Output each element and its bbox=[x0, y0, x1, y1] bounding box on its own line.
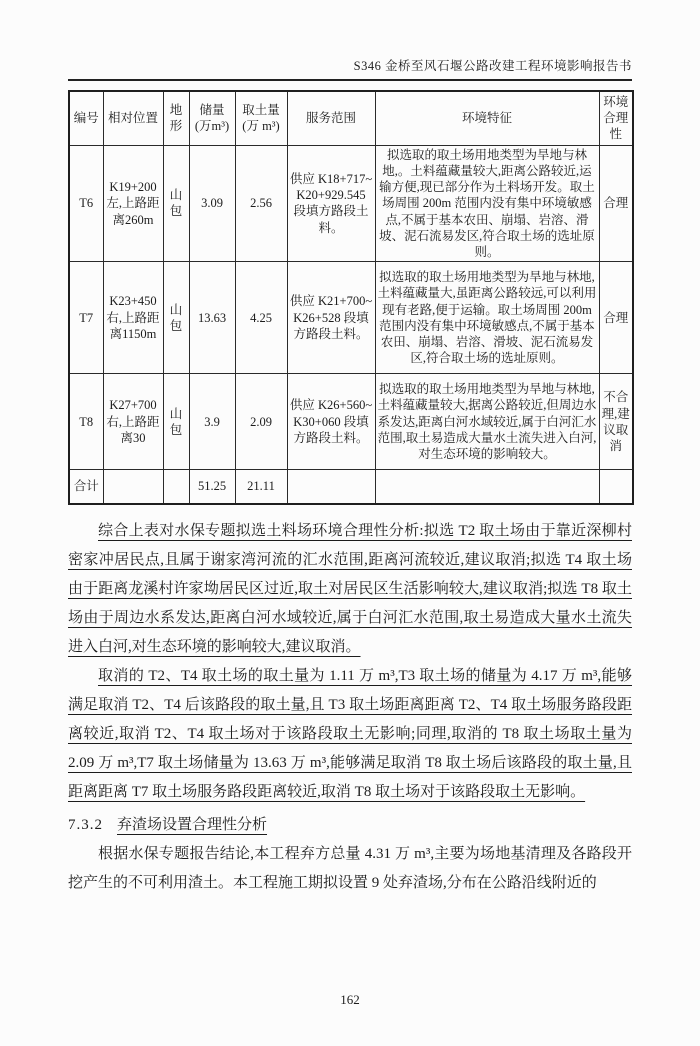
analysis-paragraph-2-text: 取消的 T2、T4 取土场的取土量为 1.11 万 m³,T3 取土场的储量为 4.17 万 m³,能够满足取消 T2、T4 后该路段的取土量,且 T3 取土场距离距离 T2、T4 取土场服务路段距离较近,取消 T2、T4 取土场对于该路段取土无影响;同理,取消的 T8 取土场取土量为 2.09 万 m³,T7 取土场储量为 13.63 万 m³,能够满足取消 T8 取土场后该路段的取土量,且距离距离 T7 取土场服务路段距离较近,取消 T8 取土场对于该路段取土无影响。 bbox=[68, 667, 632, 800]
soil-borrow-table bbox=[68, 90, 634, 505]
cell-terrain: 山包 bbox=[163, 145, 189, 262]
page-content bbox=[68, 56, 632, 898]
cell-id: T6 bbox=[69, 145, 103, 262]
analysis-paragraph-1-text: 综合上表对水保专题拟选土料场环境合理性分析:拟选 T2 取土场由于靠近深柳村密家冲居民点,且属于谢家湾河流的汇水范围,距离河流较近,建议取消;拟选 T4 取土场由于距离龙溪村许家坳居民区过近,取土对居民区生活影响较大,建议取消;拟选 T8 取土场由于周边水系发达,距离白河水域较近,属于白河汇水范围,取土易造成大量水土流失进入白河,对生态环境的影响较大,建议取消。 bbox=[68, 522, 632, 655]
table-row-t8 bbox=[69, 374, 633, 470]
cell-id: T8 bbox=[69, 374, 103, 470]
cell-empty bbox=[287, 470, 375, 504]
spoil-ground-paragraph bbox=[68, 840, 632, 898]
cell-reserve: 3.9 bbox=[189, 374, 235, 470]
section-heading-7-3-2 bbox=[68, 811, 632, 840]
page-number-text: 162 bbox=[340, 992, 360, 1007]
cell-empty bbox=[375, 470, 599, 504]
body-text bbox=[68, 517, 632, 898]
cell-position: K23+450 右,上路距离1150m bbox=[103, 262, 163, 374]
analysis-paragraph-2 bbox=[68, 662, 632, 807]
cell-environment: 拟选取的取土场用地类型为旱地与林地,土料蕴藏量较大,据离公路较近,但周边水系发达,距离白河水域较近,属于白河汇水范围,取土易造成大量水土流失进入白河,对生态环境的影响较大。 bbox=[375, 374, 599, 470]
cell-environment: 拟选取的取土场用地类型为旱地与林地,。土料蕴藏量较大,距离公路较近,运输方便,现已部分作为土料场开发。取土场周围 200m 范围内没有集中环境敏感点,不属于基本农田、崩塌、岩溶、滑坡、泥石流易发区,符合取土场的选址原则。 bbox=[375, 145, 599, 262]
cell-reserve: 3.09 bbox=[189, 145, 235, 262]
col-header-position: 相对位置 bbox=[103, 91, 163, 145]
cell-terrain: 山包 bbox=[163, 262, 189, 374]
cell-rationality: 合理 bbox=[599, 262, 633, 374]
cell-position: K27+700 右,上路距离30 bbox=[103, 374, 163, 470]
cell-total-reserve: 51.25 bbox=[189, 470, 235, 504]
cell-total-extraction: 21.11 bbox=[235, 470, 287, 504]
col-header-reserve: 储量(万m³) bbox=[189, 91, 235, 145]
cell-empty bbox=[163, 470, 189, 504]
cell-service: 供应 K18+717~ K20+929.545 段填方路段土料。 bbox=[287, 145, 375, 262]
cell-empty bbox=[599, 470, 633, 504]
col-header-rationality: 环境合理性 bbox=[599, 91, 633, 145]
cell-rationality: 不合理,建议取消 bbox=[599, 374, 633, 470]
table-row-t6 bbox=[69, 145, 633, 262]
cell-service: 供应 K21+700~ K26+528 段填方路段土料。 bbox=[287, 262, 375, 374]
col-header-service: 服务范围 bbox=[287, 91, 375, 145]
section-number: 7.3.2 bbox=[68, 816, 103, 833]
cell-environment: 拟选取的取土场用地类型为旱地与林地,土料蕴藏量大,虽距离公路较远,可以利用现有老路,便于运输。取土场周围 200m 范围内没有集中环境敏感点,不属于基本农田、崩塌、岩溶、滑坡、泥石流易发区,符合取土场的选址原则。 bbox=[375, 262, 599, 374]
col-header-terrain: 地形 bbox=[163, 91, 189, 145]
section-title: 弃渣场设置合理性分析 bbox=[117, 816, 268, 833]
page-number bbox=[0, 992, 700, 1008]
cell-rationality: 合理 bbox=[599, 145, 633, 262]
table-header-row bbox=[69, 91, 633, 145]
cell-extraction: 2.56 bbox=[235, 145, 287, 262]
report-title: S346 金桥至风石堰公路改建工程环境影响报告书 bbox=[353, 59, 632, 73]
cell-empty bbox=[103, 470, 163, 504]
col-header-environment: 环境特征 bbox=[375, 91, 599, 145]
table-row-t7 bbox=[69, 262, 633, 374]
cell-reserve: 13.63 bbox=[189, 262, 235, 374]
cell-total-label: 合计 bbox=[69, 470, 103, 504]
col-header-id: 编号 bbox=[69, 91, 103, 145]
cell-extraction: 2.09 bbox=[235, 374, 287, 470]
col-header-extraction: 取土量(万 m³) bbox=[235, 91, 287, 145]
cell-position: K19+200 左,上路距离260m bbox=[103, 145, 163, 262]
table-row-total bbox=[69, 470, 633, 504]
cell-terrain: 山包 bbox=[163, 374, 189, 470]
running-header bbox=[68, 56, 632, 81]
analysis-paragraph-1 bbox=[68, 517, 632, 662]
spoil-ground-paragraph-text: 根据水保专题报告结论,本工程弃方总量 4.31 万 m³,主要为场地基清理及各路段开挖产生的不可利用渣土。本工程施工期拟设置 9 处弃渣场,分布在公路沿线附近的 bbox=[68, 845, 632, 891]
cell-extraction: 4.25 bbox=[235, 262, 287, 374]
cell-id: T7 bbox=[69, 262, 103, 374]
cell-service: 供应 K26+560~K30+060 段填方路段土料。 bbox=[287, 374, 375, 470]
